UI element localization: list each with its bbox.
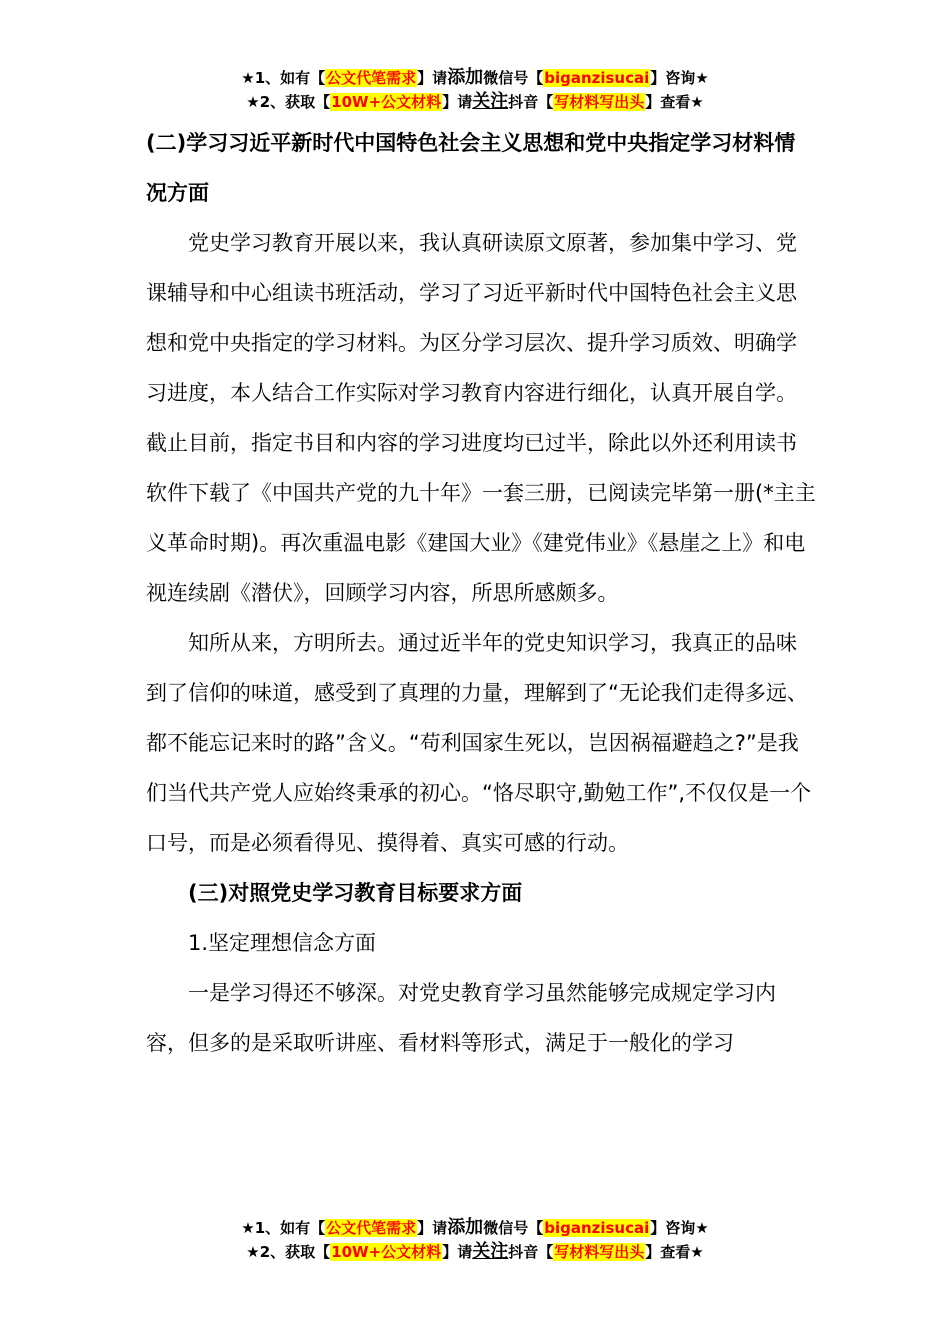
promo-highlight: biganzisucai <box>544 69 650 87</box>
promo-line-2 <box>0 90 950 114</box>
promo-text: 】请 <box>417 69 448 87</box>
promo-text: ★2、获取【 <box>246 93 331 111</box>
promo-emphasis: 关注 <box>472 1241 509 1262</box>
promo-text: 微信号【 <box>483 69 544 87</box>
promo-line-1 <box>0 1216 950 1240</box>
paragraph-2: 知所从来，方明所去。通过近半年的党史知识学习，我真正的品味到了信仰的味道，感受到了真理的力量，理解到了“无论我们走得多远、都不能忘记来时的路”含义。“苟利国家生死以，岂因祸福避趋之?”是我们当代共产党人应始终秉承的初心。“恪尽职守,勤勉工作”,不仅仅是一个口号，而是必须看得见、摸得着、真实可感的行动。 <box>146 631 812 855</box>
promo-text: 】查看★ <box>645 93 704 111</box>
promo-text: 抖音【 <box>508 1243 554 1261</box>
promo-highlight: biganzisucai <box>544 1219 650 1237</box>
promo-highlight: 公文代笔需求 <box>326 1219 417 1237</box>
promo-highlight: 写材料写出头 <box>554 93 645 111</box>
promo-text: 】请 <box>442 93 473 111</box>
promo-text: ★1、如有【 <box>241 1219 326 1237</box>
promo-text: ★1、如有【 <box>241 69 326 87</box>
promo-text: 抖音【 <box>508 93 554 111</box>
promo-text: 】咨询★ <box>650 1219 709 1237</box>
paragraph-3: 一是学习得还不够深。对党史教育学习虽然能够完成规定学习内容，但多的是采取听讲座、看材料等形式，满足于一般化的学习 <box>146 981 776 1055</box>
paragraph-1: 党史学习教育开展以来，我认真研读原文原著，参加集中学习、党课辅导和中心组读书班活动，学习了习近平新时代中国特色社会主义思想和党中央指定的学习材料。为区分学习层次、提升学习质效、明确学习进度，本人结合工作实际对学习教育内容进行细化，认真开展自学。截止目前，指定书目和内容的学习进度均已过半，除此以外还利用读书软件下载了《中国共产党的九十年》一套三册，已阅读完毕第一册(*主主义革命时期)。再次重温电影《建国大业》《建党伟业》《悬崖之上》和电视连续剧《潜伏》，回顾学习内容，所思所感颇多。 <box>146 231 816 605</box>
promo-banner-top <box>0 66 950 114</box>
promo-highlight: 10W+公文材料 <box>331 1243 442 1261</box>
promo-line-1 <box>0 66 950 90</box>
promo-banner-bottom <box>0 1216 950 1264</box>
promo-text: 】请 <box>417 1219 448 1237</box>
section-heading-3: (三)对照党史学习教育目标要求方面 <box>188 881 523 905</box>
promo-highlight: 公文代笔需求 <box>326 69 417 87</box>
promo-text: 】咨询★ <box>650 69 709 87</box>
section-heading-2: (二)学习习近平新时代中国特色社会主义思想和党中央指定学习材料情况方面 <box>146 131 796 205</box>
promo-text: 】请 <box>442 1243 473 1261</box>
promo-text: ★2、获取【 <box>246 1243 331 1261</box>
promo-highlight: 写材料写出头 <box>554 1243 645 1261</box>
subsection-heading-1: 1.坚定理想信念方面 <box>188 931 377 955</box>
promo-emphasis: 添加 <box>447 1217 484 1238</box>
promo-highlight: 10W+公文材料 <box>331 93 442 111</box>
document-body <box>146 118 816 1068</box>
promo-text: 微信号【 <box>483 1219 544 1237</box>
promo-text: 】查看★ <box>645 1243 704 1261</box>
promo-emphasis: 关注 <box>472 91 509 112</box>
promo-emphasis: 添加 <box>447 67 484 88</box>
promo-line-2 <box>0 1240 950 1264</box>
